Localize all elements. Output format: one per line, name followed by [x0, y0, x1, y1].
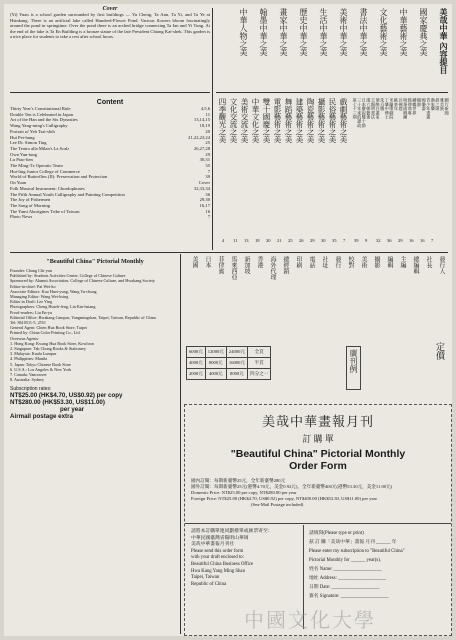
- toc-cn-header: 美哉中華 內容提目: [439, 8, 448, 74]
- masthead-line: Associate Editors: Kuo Huei-yung, Wang Yu-chung: [10, 288, 97, 294]
- ad-cell: 12000元: [205, 347, 226, 358]
- masthead-line: 5. Japan: Tokyo Chinese Book Store: [10, 361, 72, 367]
- price-label: 定價: [435, 342, 445, 360]
- toc-row: [10, 214, 210, 220]
- credit-item: 日本: [204, 256, 210, 268]
- order-left-line: 美哉中華畫報月刊社: [191, 542, 235, 548]
- toc-cn-bottom-item: 朱百鳳: [380, 98, 386, 111]
- toc-cn-mid-item: 中華文化之美: [251, 98, 260, 143]
- subscription-per-year: per year: [60, 406, 85, 414]
- masthead-line: Published by: Students Activities Center, College of Chinese Culture: [10, 273, 126, 279]
- toc-page: 7: [207, 168, 210, 174]
- divider: [10, 92, 210, 93]
- toc-cn-page: 35: [332, 238, 337, 243]
- toc-cn-bottom-item: 國樂器: [421, 98, 427, 111]
- divider: [10, 252, 448, 253]
- credit-item: 攝影: [373, 256, 379, 268]
- order-field-line: Please enter my subscription to "Beautiful China": [309, 549, 405, 554]
- toc-title: Hui Pei-hung: [10, 134, 35, 140]
- toc-title: Hui-ling Junior College of Commerce: [10, 168, 80, 174]
- order-left-line: 請將本訂購單連同劃撥單或匯票寄至：: [191, 529, 273, 534]
- toc-cn-mid-item: 電影藝術之美: [273, 98, 282, 143]
- ad-row: [187, 358, 271, 369]
- toc-page: 30,31: [199, 157, 210, 163]
- toc-page: 16,17: [199, 202, 210, 208]
- toc-cn-top-item: 畫家中華之美: [279, 8, 288, 56]
- toc-cn-bottom-item: 銘傳商專: [407, 98, 413, 115]
- credit-item: 馬來西亞: [230, 256, 236, 280]
- toc-page: 16: [205, 208, 210, 214]
- cover-body-text: (Yi) Yuan is a school garden surrounded by first buildings — Yu Cheng, Ta Ann, Ta Yi, and Ta Ye at Hsinkang. There is an artificial lake called Hundred-Flower Pond. Various flowers bloom fascinatingly around the pond in springtime. Over the pond there is an arched bridge connecting Ta Ian and Yi Tung. At the end of the lake is Ta En Building is a bronze statue of the late President Chiang Kai-shek. This garden is a nice place for students to take a rest after school hours.: [10, 12, 210, 40]
- chinese-toc-top: [216, 8, 448, 88]
- english-contents: [10, 99, 210, 249]
- rates-overseas-cn: 國外訂閱：每期新臺幣25元(港幣4.70元，美金0.92元)，全年新臺幣400元(港幣53.30元，美金11.00元): [191, 484, 393, 489]
- cover-description: [10, 6, 210, 86]
- masthead-line: Sponsored by: Alumni Association, College of Chinese Culture, and Hwakang Society: [10, 278, 155, 284]
- masthead-line: Managing Editor: Wang Wei-hsing: [10, 294, 69, 300]
- ad-row: [187, 347, 271, 358]
- credit-item: 主編: [399, 256, 405, 268]
- ad-cell: 6000元: [187, 347, 206, 358]
- ad-cell: 全頁: [247, 347, 270, 358]
- document-page: [4, 4, 452, 636]
- toc-page: 13,14,15: [193, 117, 210, 123]
- toc-page: 7: [207, 214, 210, 220]
- toc-cn-bottom-item: 明華園戲團: [403, 98, 409, 119]
- toc-cn-top-item: 生活中華之美: [319, 8, 328, 56]
- order-title-en: "Beautiful China" Pictorial Monthly: [230, 448, 406, 460]
- order-field-line: 簽名 Signature: ____________________: [309, 594, 389, 599]
- toc-cn-top-item: 美術中華之美: [339, 8, 348, 56]
- toc-cn-bottom-item: 蝴蝶世界: [412, 98, 418, 115]
- toc-cn-page: 13: [244, 238, 249, 243]
- toc-title: The Ming-Tz Operatic Team: [10, 163, 63, 169]
- ad-cell: 半頁: [247, 358, 270, 369]
- toc-cn-page: 30: [321, 238, 326, 243]
- toc-cn-mid-item: 舞蹈藝術之美: [284, 98, 293, 143]
- toc-cn-page: 39: [354, 238, 359, 243]
- divider: [216, 92, 448, 93]
- toc-title: Lee Dr. Simon Ting: [10, 140, 47, 146]
- order-subscriber-fields: [309, 529, 447, 601]
- credit-item: 社長: [425, 256, 431, 268]
- toc-cn-bottom-item: 雅美族: [439, 98, 445, 111]
- toc-page: 4,5,6: [200, 106, 210, 111]
- ad-cell: 2000元: [187, 369, 206, 380]
- toc-cn-top-item: 書法中華之美: [359, 8, 368, 56]
- toc-cn-page: 7: [343, 238, 346, 243]
- toc-cn-top-item: 文化藝術之美: [379, 8, 388, 56]
- subscription-rate-year: NT$280.00 (HK$53.30, US$11.00): [10, 399, 105, 407]
- credit-item: 發行人: [438, 256, 444, 274]
- contents-heading: Content: [96, 99, 124, 106]
- toc-cn-top-item: 國家慶典之美: [419, 8, 428, 56]
- toc-cn-page: 16: [409, 238, 414, 243]
- toc-title: The Joy of Fishermen: [10, 197, 51, 203]
- masthead-line: Founder: Chang Chi-yun: [10, 268, 52, 273]
- toc-title: Wang Yang-ming's Calligraphy: [10, 123, 68, 129]
- toc-title: On Yuan: [10, 180, 27, 186]
- toc-title: Double Ten is Celebrated in Japan: [10, 111, 73, 117]
- ad-cell: 16000元: [226, 358, 247, 369]
- order-title-cn: 美哉中華畫報月刊: [261, 414, 374, 429]
- masthead-line: Photographers: Cheng Hsueh-feng, Lin Kin-hsiang: [10, 304, 96, 310]
- toc-page: Cover: [198, 180, 210, 186]
- toc-title: World of Butterflies (II): Preservation and Protection: [10, 174, 108, 180]
- toc-page: 35: [205, 163, 210, 169]
- divider: [212, 8, 213, 250]
- ad-rates-table: [186, 346, 271, 380]
- divider: [185, 523, 451, 524]
- toc-cn-page: 21: [277, 238, 282, 243]
- credit-item: 總經銷: [282, 256, 288, 274]
- toc-cn-mid-item: 民俗藝術之美: [328, 98, 337, 143]
- toc-cn-mid-item: 文化交流之美: [229, 98, 238, 143]
- order-left-line: Hwa Kang Yang Ming Shan: [191, 568, 245, 574]
- toc-cn-page: 29: [398, 238, 403, 243]
- toc-cn-bottom-item: 晨之頌: [435, 98, 441, 111]
- subscription-rate-copy: NT$25.00 (HK$4.70, US$0.92) per copy: [10, 392, 123, 400]
- toc-title: The Teatro alla Milan's La Scala: [10, 145, 70, 151]
- toc-cn-page: 26: [299, 238, 304, 243]
- credit-item: 校對: [347, 256, 353, 268]
- airmail-note: Airmail postage extra: [10, 413, 73, 421]
- toc-page: 25: [205, 140, 210, 146]
- toc-cn-mid-item: 戲劇藝術之美: [339, 98, 348, 143]
- toc-cn-page: 29: [310, 238, 315, 243]
- toc-page: 20: [205, 128, 210, 134]
- credit-item: 社址: [321, 256, 327, 268]
- order-left-line: Beautiful China Business Office: [191, 561, 254, 567]
- english-masthead: [10, 256, 180, 634]
- ad-rates-title: 廣刊例: [346, 346, 361, 390]
- toc-page: 36: [205, 191, 210, 197]
- masthead-line: 6. U.S.A.: Los Angeles & New York: [10, 366, 72, 372]
- toc-cn-mid-item: 雙十國慶之美: [262, 98, 271, 143]
- toc-cn-top-item: 中華藝術之美: [399, 8, 408, 56]
- toc-cn-bottom-item: 丁肇中博士: [384, 98, 390, 119]
- ad-cell: 4000元: [205, 369, 226, 380]
- toc-title: The Song of Morning: [10, 202, 50, 208]
- order-field-line: 請填寫(Please type or print): [309, 531, 364, 536]
- toc-title: Portrait of Yeh Tsai-shih: [10, 128, 55, 134]
- ad-cell: 四分之一: [247, 369, 270, 380]
- order-form: [184, 404, 452, 636]
- toc-cn-bottom-item: 歐豪年: [393, 98, 399, 111]
- ad-row: [187, 369, 271, 380]
- order-field-line: 茲 訂 購「美哉中華」畫報 月刊 ______ 年: [309, 540, 397, 545]
- masthead-line: Tel: 8610511-5, 2551: [10, 320, 46, 326]
- order-subtitle-en: Order Form: [289, 460, 347, 472]
- toc-cn-bottom-item: 漁家樂: [430, 98, 436, 111]
- toc-cn-mid-item: 陶瓷藝術之美: [306, 98, 315, 143]
- credit-item: 發行: [334, 256, 340, 268]
- credit-item: 菲律賓: [217, 256, 223, 274]
- masthead-lines: [10, 268, 180, 382]
- toc-cn-page: 4: [222, 238, 225, 243]
- credit-item: 新加坡: [243, 256, 249, 274]
- credit-item: 海外代理: [269, 256, 275, 280]
- toc-cn-page: 16: [420, 238, 425, 243]
- masthead-line: 4. Philippines: Manila: [10, 356, 48, 362]
- masthead-line: Printed by: China Color Printing Co., Ltd.: [10, 330, 81, 336]
- chinese-toc-bottom: [216, 96, 448, 248]
- subscription-label: Subscription rates:: [10, 386, 52, 393]
- toc-page: 39: [205, 174, 210, 180]
- advertising-rates: [186, 342, 448, 400]
- toc-cn-top-item: 歷史中華之美: [299, 8, 308, 56]
- toc-cn-top-item: 中華人物之美: [239, 8, 248, 56]
- order-left-line: Republic of China: [191, 581, 227, 587]
- credit-item: 香港: [256, 256, 262, 268]
- toc-cn-bottom-item: 三十年來的憲政: [357, 98, 363, 128]
- masthead-line: 1. Hong Kong: Kwang Hua Book Store, Kowloon: [10, 340, 94, 346]
- toc-cn-page: 9: [365, 238, 368, 243]
- masthead-line: Editor in Draft: Lee Ying: [10, 299, 53, 305]
- ad-cell: 4000元: [187, 358, 206, 369]
- toc-cn-mid-item: 四季觀光之美: [218, 98, 227, 143]
- toc-cn-bottom-item: 日本慶祝雙十節: [361, 98, 367, 128]
- masthead-line: 2. Singapore: Tah Chong Books & Stationery: [10, 346, 87, 352]
- cover-heading: Cover: [102, 6, 118, 12]
- order-left-line: Taipei, Taiwan: [191, 575, 220, 581]
- credit-item: 電話: [308, 256, 314, 268]
- contents-list: [10, 106, 210, 220]
- masthead-line: Proof-readers: Liu En-yu: [10, 309, 53, 315]
- toc-page: 29: [205, 151, 210, 157]
- toc-cn-top-item: 翰墨中華之美: [259, 8, 268, 56]
- toc-title: Thirty Year's Constitutional Rule: [10, 106, 71, 111]
- toc-page: 11: [205, 111, 210, 117]
- toc-title: Art of the Han and the Six Dynasties: [10, 117, 78, 123]
- rates-cn: 國內訂閱：每期新臺幣25元，全年新臺幣280元: [191, 478, 286, 483]
- order-field-line: Pictorial Monthly for ______ year(s).: [309, 558, 382, 563]
- credit-item: 編輯: [386, 256, 392, 268]
- toc-cn-bottom-item: 青少年書畫: [426, 98, 432, 119]
- masthead-line: Editorial Office: Hwakang Campus, Yangmingshan, Taipei, Taiwan, Republic of China: [10, 314, 156, 320]
- masthead-line: 3. Malaysia: Kuala Lumpur: [10, 351, 57, 357]
- toc-page: 18,19: [199, 123, 210, 129]
- toc-cn-bottom-item: 葉醉白畫家: [375, 98, 381, 119]
- toc-cn-page: 36: [387, 238, 392, 243]
- ad-cell: 8000元: [205, 358, 226, 369]
- foreign-price: Foreign Price: NT$25.00 (HK$4.70, US$0.92) per copy, NT$400.00 (HK$53.30, US$11.00) per year: [191, 496, 378, 501]
- watermark-stamp: 中國文化大學: [244, 608, 376, 632]
- masthead-title: "Beautiful China" Pictorial Monthly: [46, 258, 144, 265]
- toc-title: The Fifth Annual Youth Calligraphy and Painting Competition: [10, 191, 125, 197]
- domestic-price: Domestic Price: NT$25.00 per copy, NT$280.00 per year: [191, 490, 297, 495]
- order-field-line: 姓名 Name: ____________________: [309, 567, 382, 572]
- order-field-line: 日期 Date: ____________________: [309, 585, 380, 590]
- toc-cn-page: 20: [266, 238, 271, 243]
- toc-cn-bottom-item: 米蘭歌劇院: [389, 98, 395, 119]
- masthead-line: Editor-in-chief: Pai Wei-ko: [10, 283, 56, 289]
- toc-title: Photo News: [10, 214, 33, 220]
- toc-page: 26,27,28: [193, 145, 210, 151]
- toc-title: Folk Musical Instrument: Chordophones: [10, 185, 85, 191]
- credit-item: 美術: [360, 256, 366, 268]
- toc-cn-bottom-item: 圖片新聞: [444, 98, 450, 115]
- toc-page: 29,30: [199, 197, 210, 203]
- order-left-line: Please send this order form: [191, 548, 244, 554]
- toc-cn-bottom-item: 漢六朝藝術: [366, 98, 372, 119]
- sea-mail-note: (Sea-Mail Postage included): [251, 502, 304, 507]
- toc-cn-page: 11: [233, 238, 238, 243]
- order-subtitle-cn: 訂 購 單: [302, 434, 334, 444]
- masthead-line: General Agent: Chien Hua Book Store, Taipei: [10, 325, 87, 331]
- divider: [180, 254, 181, 634]
- toc-cn-page: 32: [376, 238, 381, 243]
- masthead-line: 8. Australia: Sydney: [10, 377, 45, 383]
- chinese-credits: [182, 254, 448, 336]
- credit-item: 美國: [191, 256, 197, 268]
- order-field-line: 地址 Address: ____________________: [309, 576, 387, 581]
- toc-title: The Yami Aborigines Tribe of Taiwan: [10, 208, 80, 214]
- toc-page: 21,22,23,24: [188, 134, 210, 140]
- masthead-line: Overseas Agents:: [10, 335, 40, 341]
- toc-title: Lu Piao-lien: [10, 157, 33, 163]
- toc-cn-page: 25: [288, 238, 293, 243]
- order-mail-instructions: [191, 529, 299, 588]
- toc-cn-page: 7: [431, 238, 434, 243]
- toc-page: 32,33,34: [193, 185, 210, 191]
- order-left-line: with your draft enclosed to:: [191, 555, 245, 561]
- toc-cn-bottom-item: 第七十三期: [352, 98, 358, 119]
- toc-cn-page: 18: [255, 238, 260, 243]
- credit-item: 印刷: [295, 256, 301, 268]
- ad-cell: 24000元: [226, 347, 247, 358]
- toc-cn-bottom-item: 頤園: [416, 98, 422, 107]
- order-left-line: 中華民國臺灣省陽明山華岡: [191, 535, 249, 541]
- toc-cn-mid-item: 攝影藝術之美: [317, 98, 326, 143]
- toc-cn-bottom-item: 王陽明書法: [370, 98, 376, 119]
- toc-cn-mid-item: 美術交流之美: [240, 98, 249, 143]
- toc-title: Own Yun-tung: [10, 151, 38, 157]
- toc-cn-mid-item: 建築藝術之美: [295, 98, 304, 143]
- masthead-line: 7. Canada: Vancouver: [10, 372, 47, 378]
- ad-cell: 8000元: [226, 369, 247, 380]
- credit-item: 總編輯: [412, 256, 418, 274]
- toc-cn-bottom-item: 呂佛庭: [398, 98, 404, 111]
